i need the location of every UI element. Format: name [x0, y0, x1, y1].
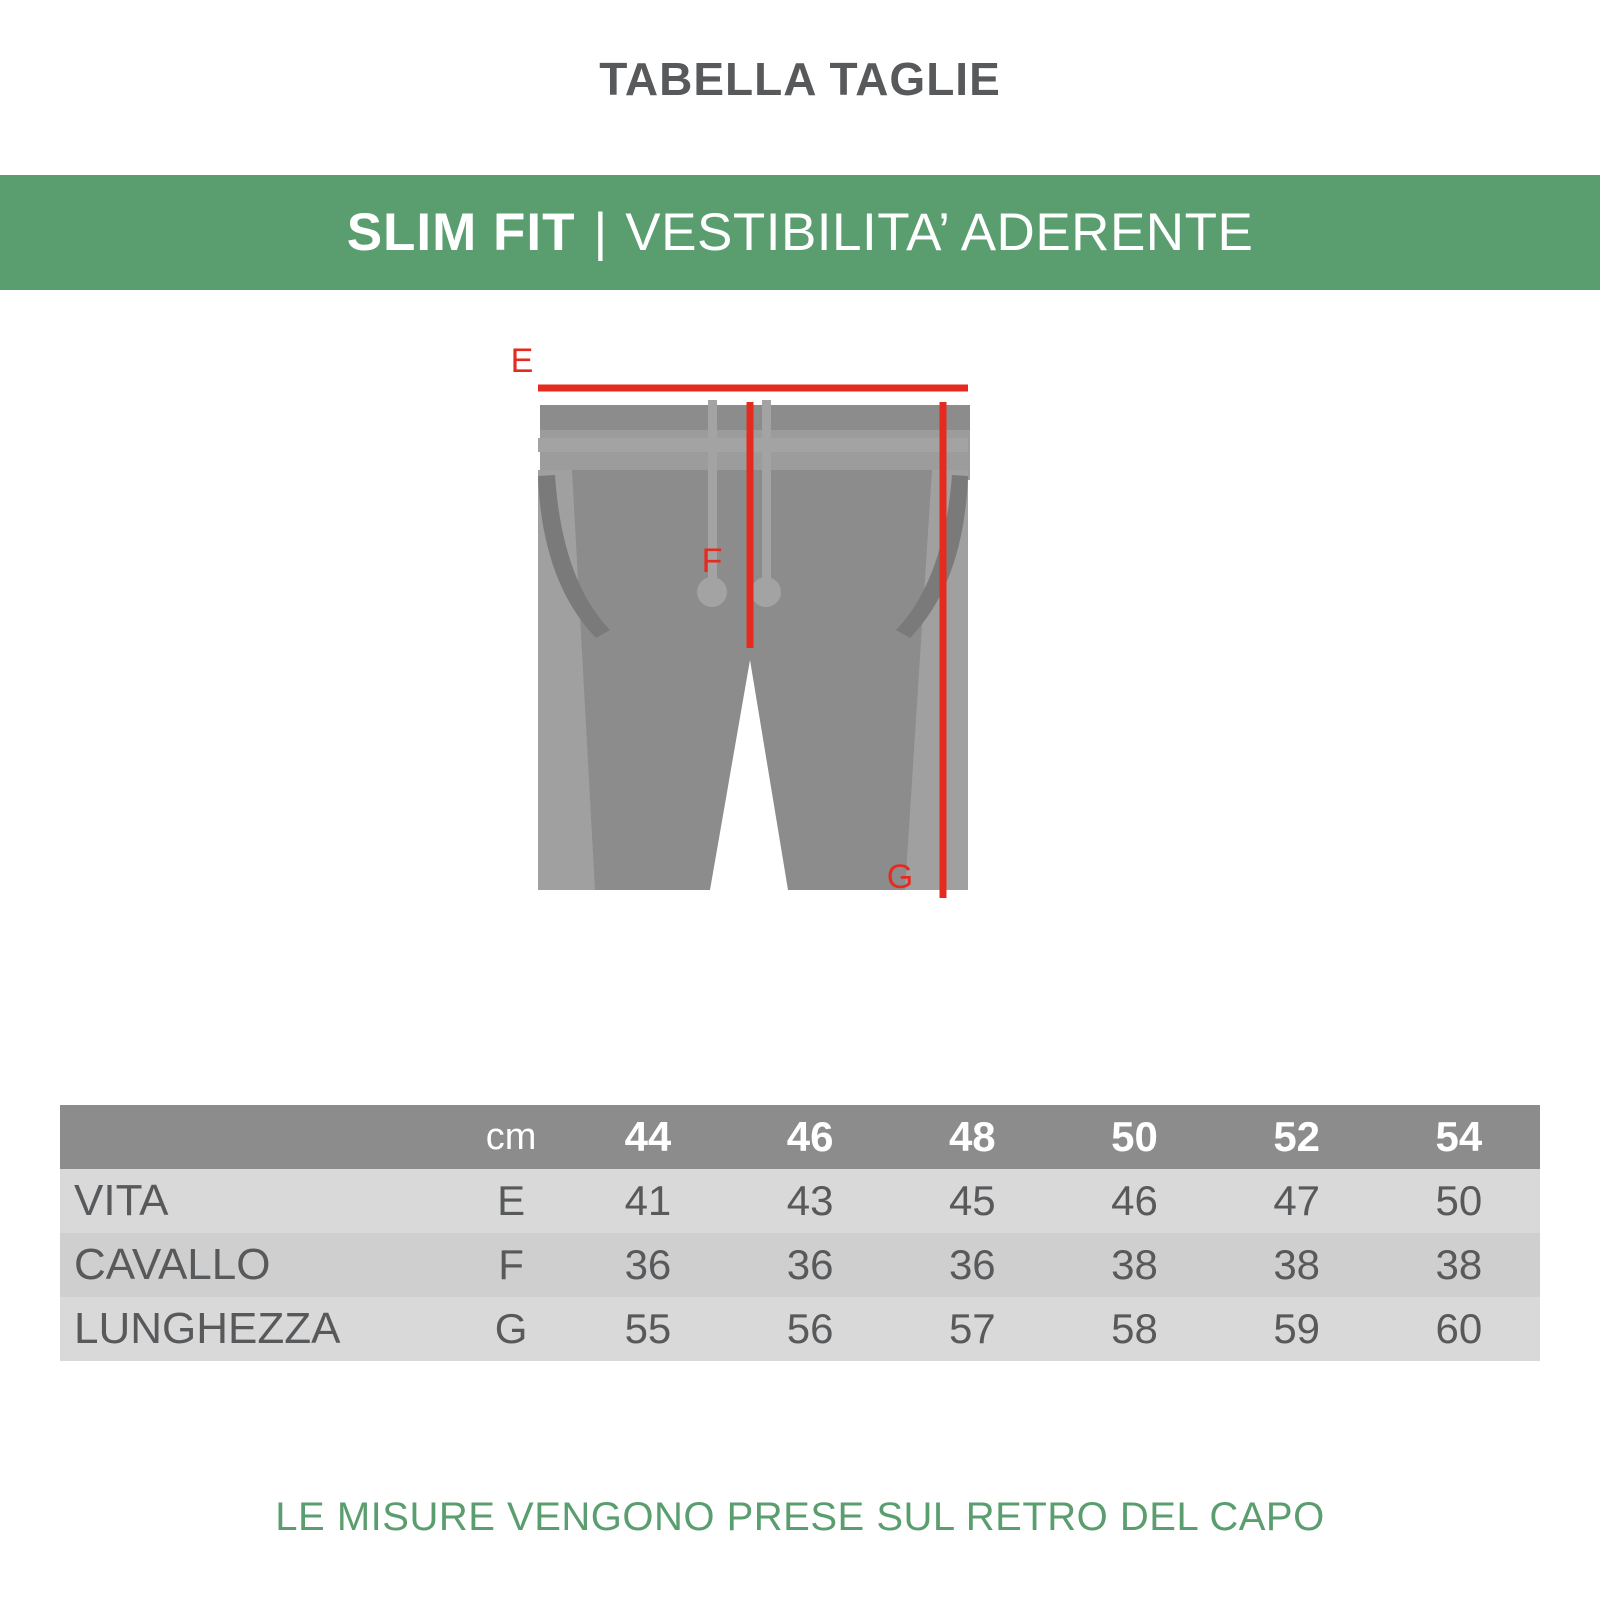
- fit-separator: |: [593, 203, 608, 262]
- cell-cavallo-50: 38: [1111, 1241, 1158, 1288]
- cell-lunghezza-48: 57: [948, 1305, 996, 1352]
- cell-vita-54: 50: [1435, 1177, 1483, 1224]
- cell-cavallo-52: 38: [1273, 1241, 1321, 1288]
- cell-lunghezza-46: 56: [786, 1305, 834, 1352]
- header-size-48: 48: [948, 1113, 996, 1160]
- header-size-52: 52: [1273, 1113, 1321, 1160]
- table-row: [60, 1297, 1540, 1361]
- table-header: [60, 1105, 1540, 1169]
- row-code-cavallo: F: [498, 1241, 524, 1288]
- header-size-50: 50: [1111, 1113, 1158, 1160]
- cell-cavallo-44: 36: [624, 1241, 672, 1288]
- cell-cavallo-48: 36: [948, 1241, 996, 1288]
- size-table: [60, 1105, 1540, 1361]
- cell-cavallo-54: 38: [1435, 1241, 1483, 1288]
- table-row: [60, 1233, 1540, 1297]
- table-row: [60, 1169, 1540, 1233]
- header-size-54: 54: [1435, 1113, 1483, 1160]
- header-row: [60, 1105, 1540, 1169]
- row-label-lunghezza: LUNGHEZZA: [74, 1304, 341, 1353]
- table-body: [60, 1169, 1540, 1361]
- cell-lunghezza-50: 58: [1111, 1305, 1158, 1352]
- cell-vita-52: 47: [1273, 1177, 1321, 1224]
- header-size-44: 44: [624, 1113, 672, 1160]
- cell-vita-48: 45: [948, 1177, 996, 1224]
- fit-description: VESTIBILITA’ ADERENTE: [625, 203, 1254, 262]
- page-title: TABELLA TAGLIE: [599, 53, 1001, 105]
- cell-vita-44: 41: [624, 1177, 672, 1224]
- fit-name: SLIM FIT: [346, 203, 576, 262]
- marker-label-g: G: [886, 858, 914, 896]
- cell-cavallo-46: 36: [786, 1241, 834, 1288]
- cell-lunghezza-44: 55: [624, 1305, 672, 1352]
- footer-note: LE MISURE VENGONO PRESE SUL RETRO DEL CAPO: [275, 1495, 1325, 1539]
- cell-lunghezza-52: 59: [1273, 1305, 1321, 1352]
- cell-lunghezza-54: 60: [1435, 1305, 1483, 1352]
- row-code-vita: E: [497, 1177, 526, 1224]
- garment-illustration: [0, 330, 1600, 980]
- cell-vita-46: 43: [786, 1177, 834, 1224]
- row-label-vita: VITA: [74, 1176, 169, 1225]
- marker-label-f: F: [701, 542, 723, 580]
- row-label-cavallo: CAVALLO: [74, 1240, 271, 1289]
- header-size-46: 46: [786, 1113, 834, 1160]
- header-unit: cm: [485, 1115, 537, 1158]
- header-label-blank: [60, 1105, 455, 1169]
- fit-banner: [0, 175, 1600, 290]
- cell-vita-50: 46: [1111, 1177, 1158, 1224]
- row-code-lunghezza: G: [494, 1305, 528, 1352]
- shorts-body: [538, 405, 970, 890]
- marker-label-e: E: [510, 342, 534, 380]
- shorts-diagram-svg: [500, 330, 1100, 970]
